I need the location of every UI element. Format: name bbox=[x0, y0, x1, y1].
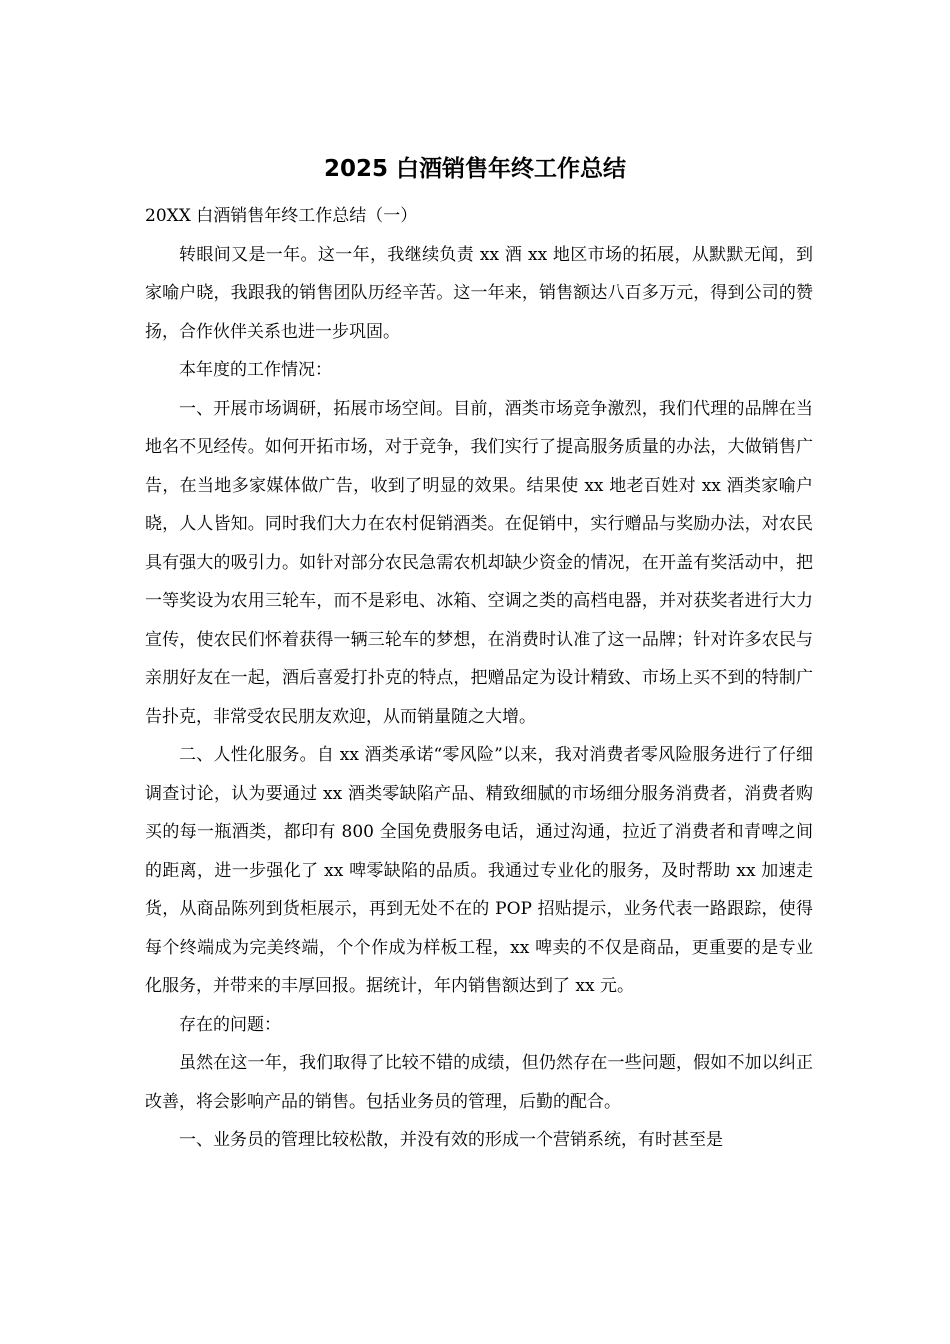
paragraph-salesperson-management: 一、业务员的管理比较松散，并没有效的形成一个营销系统，有时甚至是 bbox=[179, 1130, 723, 1150]
document-body bbox=[145, 197, 813, 1160]
paragraph-intro: 转眼间又是一年。这一年，我继续负责 xx 酒 xx 地区市场的拓展，从默默无闻，到家喻户晓，我跟我的销售团队历经辛苦。这一年来，销售额达八百多万元，得到公司的赞扬，合作伙伴关系也进一步巩固。 bbox=[145, 244, 813, 342]
paragraph-problems-summary: 虽然在这一年，我们取得了比较不错的成绩，但仍然存在一些问题，假如不加以纠正改善，将会影响产品的销售。包括业务员的管理，后勤的配合。 bbox=[145, 1053, 813, 1112]
heading-problems: 存在的问题： bbox=[179, 1014, 281, 1035]
paragraph-humanized-service: 二、人性化服务。自 xx 酒类承诺“零风险”以来，我对消费者零风险服务进行了仔细调查讨论，认为要通过 xx 酒类零缺陷产品、精致细腻的市场细分服务消费者，消费者购买的每一瓶酒类，都印有 800 全国免费服务电话，通过沟通，拉近了消费者和青啤之间的距离，进一步强化了 xx 啤零缺陷的品质。我通过专业化的服务，及时帮助 xx 加速走货，从商品陈列到货柜展示，再到无处不在的 POP 招贴提示，业务代表一路跟踪，使得每个终端成为完美终端，个个作成为样板工程，xx 啤卖的不仅是商品，更重要的是专业化服务，并带来的丰厚回报。据统计，年内销售额达到了 xx 元。 bbox=[145, 745, 813, 996]
section-subtitle: 20XX 白酒销售年终工作总结（一） bbox=[145, 206, 418, 226]
heading-work-status: 本年度的工作情况： bbox=[179, 360, 332, 380]
paragraph-market-research: 一、开展市场调研，拓展市场空间。目前，酒类市场竞争激烈，我们代理的品牌在当地名不见经传。如何开拓市场，对于竞争，我们实行了提高服务质量的办法，大做销售广告，在当地多家媒体做广告，收到了明显的效果。结果使 xx 地老百姓对 xx 酒类家喻户晓，人人皆知。同时我们大力在农村促销酒类。在促销中，实行赠品与奖励办法，对农民具有强大的吸引力。如针对部分农民急需农机却缺少资金的情况，在开盖有奖活动中，把一等奖设为农用三轮车，而不是彩电、冰箱、空调之类的高档电器，并对获奖者进行大力宣传，使农民们怀着获得一辆三轮车的梦想，在消费时认准了这一品牌；针对许多农民与亲朋好友在一起，酒后喜爱打扑克的特点，把赠品定为设计精致、市场上买不到的特制广告扑克，非常受农民朋友欢迎，从而销量随之大增。 bbox=[145, 398, 813, 727]
document-title: 2025 白酒销售年终工作总结 bbox=[323, 156, 627, 182]
